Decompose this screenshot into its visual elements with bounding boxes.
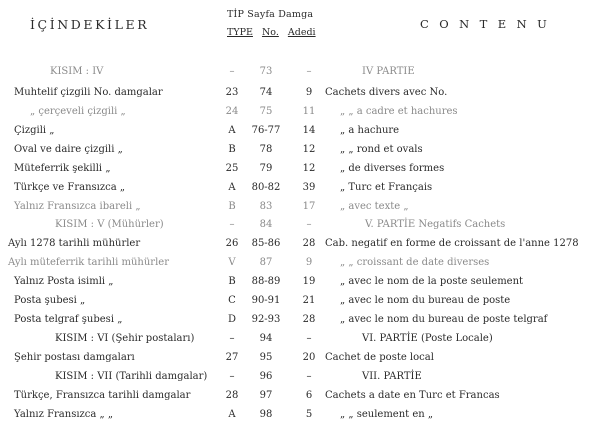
- contents-row: [0, 219, 605, 235]
- row-count: 9: [305, 87, 313, 98]
- row-type: A: [228, 409, 236, 420]
- row-count: 14: [302, 125, 316, 136]
- row-label-turkish: KISIM : IV: [50, 66, 104, 77]
- row-label-french: Cachets a date en Turc et Francas: [325, 390, 500, 401]
- row-label-french: Cab. negatif en forme de croissant de l'anne 1278: [325, 238, 579, 249]
- type-column-heading: TYPE: [227, 27, 253, 38]
- row-count: 17: [302, 201, 316, 212]
- row-label-french: „ „ croissant de date diverses: [340, 257, 490, 268]
- contents-row: [0, 276, 605, 292]
- row-label-turkish: KISIM : V (Mühürler): [55, 219, 164, 230]
- contents-row: [0, 144, 605, 160]
- row-label-turkish: Çizgili „: [14, 125, 55, 136]
- row-type: 27: [225, 352, 239, 363]
- row-label-turkish: Posta şubesi „: [14, 295, 86, 306]
- row-page-number: 78: [259, 144, 273, 155]
- row-type: 24: [225, 106, 239, 117]
- row-count: 9: [305, 257, 313, 268]
- row-label-french: „ „ rond et ovals: [340, 144, 423, 155]
- row-type: V: [228, 257, 236, 268]
- row-page-number: 95: [259, 352, 273, 363]
- row-label-french: „ avec le nom du bureau de poste telgraf: [340, 314, 548, 325]
- row-label-turkish: Türkçe ve Fransızca „: [14, 182, 126, 193]
- row-page-number: 73: [259, 66, 273, 77]
- row-label-french: „ avec texte „: [340, 201, 409, 212]
- row-page-number: 94: [259, 333, 273, 344]
- row-label-turkish: Aylı müteferrik tarihli mühürler: [8, 257, 169, 268]
- row-label-french: „ „ seulement en „: [340, 409, 434, 420]
- row-page-number: 87: [259, 257, 273, 268]
- row-label-french: „ Turc et Français: [340, 182, 433, 193]
- contents-row: [0, 66, 605, 82]
- row-page-number: 75: [259, 106, 273, 117]
- row-type: –: [229, 333, 235, 344]
- column-headings: [227, 27, 322, 38]
- row-type: B: [228, 276, 236, 287]
- row-page-number: 74: [259, 87, 273, 98]
- row-count: 12: [302, 163, 316, 174]
- row-page-number: 84: [259, 219, 273, 230]
- row-label-turkish: KISIM : VII (Tarihli damgalar): [55, 371, 208, 382]
- contents-row: [0, 163, 605, 179]
- row-count: 19: [302, 276, 316, 287]
- contents-row: [0, 352, 605, 368]
- contents-row: [0, 314, 605, 330]
- contents-row: [0, 371, 605, 387]
- row-label-turkish: Şehir postası damgaları: [14, 352, 135, 363]
- row-label-turkish: Oval ve daire çizgili „: [14, 144, 123, 155]
- row-label-turkish: KISIM : VI (Şehir postaları): [55, 333, 195, 344]
- row-label-french: „ „ a cadre et hachures: [340, 106, 458, 117]
- contents-row: [0, 201, 605, 217]
- row-type: B: [228, 201, 236, 212]
- contents-title-turkish: İÇİNDEKİLER: [30, 17, 150, 32]
- row-label-turkish: „ çerçeveli çizgili „: [30, 106, 126, 117]
- row-type: –: [229, 66, 235, 77]
- row-count: 28: [302, 314, 316, 325]
- no-column-heading: No.: [261, 27, 279, 38]
- row-count: –: [306, 66, 312, 77]
- row-page-number: 83: [259, 201, 273, 212]
- row-type: 28: [225, 390, 239, 401]
- row-count: –: [306, 219, 312, 230]
- row-label-turkish: Yalnız Fransızca ibareli „: [14, 201, 141, 212]
- row-label-french: „ avec le nom de la poste seulement: [340, 276, 524, 287]
- contents-row: [0, 409, 605, 425]
- row-count: 21: [302, 295, 316, 306]
- row-type: 25: [225, 163, 239, 174]
- row-type: A: [228, 182, 236, 193]
- row-type: D: [227, 314, 237, 325]
- row-count: 5: [305, 409, 313, 420]
- row-page-number: 85-86: [251, 238, 281, 249]
- row-type: B: [228, 144, 236, 155]
- row-page-number: 76-77: [251, 125, 281, 136]
- row-label-french: VII. PARTİE: [362, 371, 422, 382]
- row-count: –: [306, 333, 312, 344]
- row-count: 6: [305, 390, 313, 401]
- row-count: 11: [302, 106, 316, 117]
- row-page-number: 97: [259, 390, 273, 401]
- row-page-number: 79: [259, 163, 273, 174]
- contents-row: [0, 125, 605, 141]
- row-label-french: „ a hachure: [340, 125, 400, 136]
- row-label-french: Cachet de poste local: [325, 352, 434, 363]
- row-label-turkish: Yalnız Posta isimli „: [14, 276, 114, 287]
- row-label-turkish: Muhtelif çizgili No. damgalar: [14, 87, 163, 98]
- row-label-french: „ avec le nom du bureau de poste: [340, 295, 511, 306]
- row-count: –: [306, 371, 312, 382]
- row-label-turkish: Yalnız Fransızca „ „: [14, 409, 114, 420]
- row-count: 12: [302, 144, 316, 155]
- row-label-french: IV PARTIE: [362, 66, 415, 77]
- row-page-number: 98: [259, 409, 273, 420]
- row-page-number: 88-89: [251, 276, 281, 287]
- row-type: A: [228, 125, 236, 136]
- contents-row: [0, 333, 605, 349]
- row-type: –: [229, 371, 235, 382]
- contents-row: [0, 257, 605, 273]
- row-label-turkish: Türkçe, Fransızca tarihli damgalar: [14, 390, 191, 401]
- contents-row: [0, 182, 605, 198]
- row-page-number: 90-91: [251, 295, 281, 306]
- row-page-number: 80-82: [251, 182, 281, 193]
- contents-row: [0, 87, 605, 103]
- row-page-number: 92-93: [251, 314, 281, 325]
- contents-row: [0, 106, 605, 122]
- contents-row: [0, 390, 605, 406]
- row-label-french: VI. PARTİE (Poste Locale): [362, 333, 493, 344]
- row-label-turkish: Aylı 1278 tarihli mühürler: [8, 238, 141, 249]
- row-count: 20: [302, 352, 316, 363]
- row-type: C: [228, 295, 236, 306]
- row-label-french: „ de diverses formes: [340, 163, 445, 174]
- row-type: 23: [225, 87, 239, 98]
- contents-row: [0, 238, 605, 254]
- row-type: 26: [225, 238, 239, 249]
- row-label-french: V. PARTİE Negatifs Cachets: [365, 219, 506, 230]
- row-page-number: 96: [259, 371, 273, 382]
- adedi-column-heading: Adedi: [287, 27, 316, 38]
- row-label-french: Cachets divers avec No.: [325, 87, 448, 98]
- contents-row: [0, 295, 605, 311]
- row-count: 28: [302, 238, 316, 249]
- row-label-turkish: Posta telgraf şubesi „: [14, 314, 123, 325]
- row-type: –: [229, 219, 235, 230]
- row-count: 39: [302, 182, 316, 193]
- contents-title-french: C O N T E N U: [420, 17, 551, 31]
- column-group-heading: TİP Sayfa Damga: [227, 9, 314, 20]
- row-label-turkish: Müteferrik şekilli „: [14, 163, 111, 174]
